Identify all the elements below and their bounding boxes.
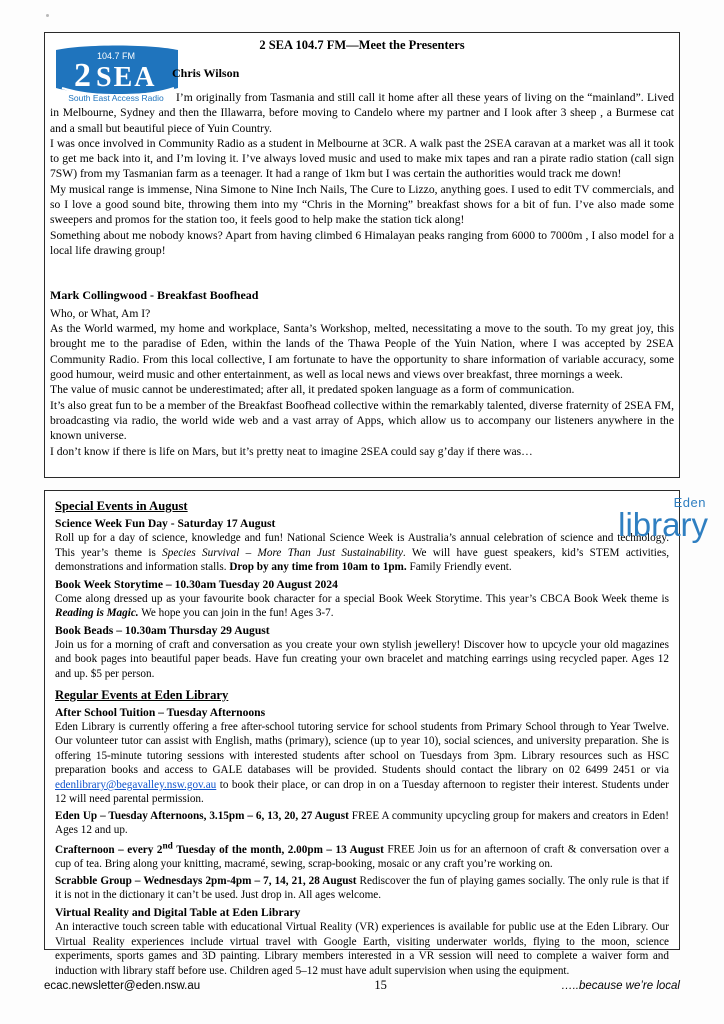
regular-event-item — [55, 906, 669, 978]
footer-tagline: …..because we’re local — [561, 979, 680, 992]
presenters-panel-title: 2 SEA 104.7 FM—Meet the Presenters — [259, 38, 465, 52]
special-events-heading: Special Events in August — [55, 499, 188, 513]
footer-page-number: 15 — [374, 978, 387, 992]
svg-text:104.7 FM: 104.7 FM — [96, 51, 136, 61]
event-title: Science Week Fun Day - Saturday 17 August — [55, 517, 276, 530]
eden-library-logo-top: Eden — [673, 495, 706, 510]
event-body: Roll up for a day of science, knowledge and fun! National Science Week is Australia’s annual celebration of science and technology. This year’s theme is Species Survival – More Than Just Sustainability. We will have guest speakers, kid’s STEM activities, demonstrations and information stalls. Drop by any time from 10am to 1pm. Family Friendly event. — [55, 532, 670, 574]
event-title: Book Beads – 10.30am Thursday 29 August — [55, 623, 270, 637]
eden-library-logo — [548, 496, 708, 542]
event-body: Come along dressed up as your favourite book character for a special Book Week Storytime. This year’s CBCA Book Week theme is Reading is Magic. We hope you can join in the fun! Ages 3-7. — [55, 592, 669, 620]
mark-para-2: As the World warmed, my home and workplace, Santa’s Workshop, melted, necessitating a move to the south. To my great joy, this brought me to the paradise of Eden, within the lands of the Thawa People of the Yuin Nation, where I was accepted by 2SEA Community Radio. From this local collective, I am fortunate to have the opportunity to share information of variable accuracy, some good humour, weird music and other entertainment, as well as local news and views over breakfast, three mornings a week. — [50, 322, 674, 382]
regular-event-item — [55, 706, 669, 807]
chris-para-4: Something about me nobody knows? Apart from having climbed 6 Himalayan peaks ranging from 6000 to 7000m , I also model for a local life drawing group! — [50, 228, 674, 257]
event-body: Crafternoon – every 2nd Tuesday of the month, 2.00pm – 13 August FREE Join us for an afternoon of craft & conversation over a cup of tea. Bring along your knitting, macramé, sewing, scrap-booking, mosaic or any craft you’re working on. — [55, 841, 669, 871]
event-title: After School Tuition – Tuesday Afternoons — [55, 705, 266, 719]
eden-library-logo-main: library — [618, 506, 708, 543]
library-events-panel — [44, 490, 680, 977]
page-footer — [44, 978, 680, 993]
chris-para-2: I was once involved in Community Radio as a student in Melbourne at 3CR. A walk past the 2SEA caravan at a market was all it took to get me back into it, and I’m loving it. I’ve always loved music and used to make mix tapes and ran a pirate radio station (call sign 7SW) from my Tasmanian farm as a teenager. It had a range of 1km but I was certain the authorities would track me down! — [50, 136, 674, 181]
regular-event-item — [55, 840, 669, 872]
event-body: Eden Up – Tuesday Afternoons, 3.15pm – 6, 13, 20, 27 August FREE A community upcycling group for makers and creators in Eden! Ages 12 and up. — [55, 809, 669, 837]
regular-event-item — [55, 809, 669, 838]
mark-para-4: It’s also great fun to be a member of the Breakfast Boofhead collective within the remarkably talented, diverse fraternity of 2SEA FM, broadcasting via radio, the world wide web and a vast array of Apps, which allow us to accompany our listeners anywhere in the known universe. — [50, 398, 674, 443]
special-event-item — [55, 578, 669, 621]
svg-text:South East Access Radio: South East Access Radio — [68, 93, 164, 103]
event-body: Scrabble Group – Wednesdays 2pm-4pm – 7, 14, 21, 28 August Rediscover the fun of playing games socially. The only rule is that if it is not in the dictionary it can’t be used. Just drop in. All ages welcome. — [55, 874, 670, 902]
event-body: Join us for a morning of craft and conversation as you create your own stylish jewellery! Discover how to upcycle your old magazines and book pages into beautiful paper beads. Have fun creating your own bracelet and matching earrings using recycled paper. Ages 12 and up. $5 per person. — [55, 638, 669, 680]
event-body: An interactive touch screen table with educational Virtual Reality (VR) experiences is available for public use at the Eden Library. Our Virtual Reality experiences include virtual travel with Google Earth, visiting underwater worlds, flying to the moon, science experiments, sports games and 3D painting. Library members interested in a VR session will need to complete a waiver form and induction with library staff before use. Children aged 5–12 must have adult supervision when using the equipment. — [55, 920, 669, 977]
event-title: Book Week Storytime – 10.30am Tuesday 20 August 2024 — [55, 577, 338, 591]
chris-para-1: I’m originally from Tasmania and still call it home after all these years of living on the “mainland”. Lived in Melbourne, Sydney and then the Illawarra, before moving to Candelo where my partner and I look after 3 sheep , a Burmese cat and a small but beautiful piece of Yuin Country. — [50, 91, 674, 135]
regular-event-item — [55, 874, 669, 903]
event-body[interactable]: Eden Library is currently offering a free after-school tutoring service for school students from Primary School through to Year Twelve. Our volunteer tutor can assist with English, maths (primary), science (up to year 10), social sciences, and university preparation. She is offering 15-minute tutoring sessions with interested students after school on Tuesdays from 3pm. Library resources such as HSC preparation books and access to GALE databases will be provided. Students should contact the library on 02 6499 2451 or via edenlibrary@begavalley.nsw.gov.au to book their place, or can drop in on a Tuesday afternoon to register their interest. Students under 12 will need parental permission. — [55, 720, 669, 806]
chris-para-3: My musical range is immense, Nina Simone to Nine Inch Nails, The Cure to Lizzo, anything goes. I used to edit TV commercials, and so I love a good sound bite, throwing them into my “Chris in the Morning” breakfast shows for a bit of fun. I’ve also made some sweepers and promos for the station too, it feels good to help make the station tick along! — [50, 182, 674, 227]
regular-events-heading: Regular Events at Eden Library — [55, 687, 229, 702]
special-event-item — [55, 624, 669, 682]
scan-speck — [46, 14, 49, 17]
presenter-bio-chris — [50, 90, 674, 258]
svg-text:SEA: SEA — [96, 62, 157, 93]
event-title: Virtual Reality and Digital Table at Eden Library — [55, 905, 301, 919]
presenter-name-chris: Chris Wilson — [172, 66, 240, 80]
footer-email[interactable]: ecac.newsletter@eden.nsw.au — [44, 979, 201, 992]
presenter-name-mark: Mark Collingwood - Breakfast Boofhead — [50, 288, 259, 302]
svg-text:2: 2 — [74, 57, 91, 94]
presenter-bio-mark — [50, 288, 674, 459]
mark-para-3: The value of music cannot be underestimated; after all, it predated spoken language as a form of communication. — [50, 383, 575, 397]
mark-para-1: Who, or What, Am I? — [50, 306, 151, 320]
mark-para-5: I don’t know if there is life on Mars, but it’s pretty neat to imagine 2SEA could say g’day if there was… — [50, 444, 533, 458]
